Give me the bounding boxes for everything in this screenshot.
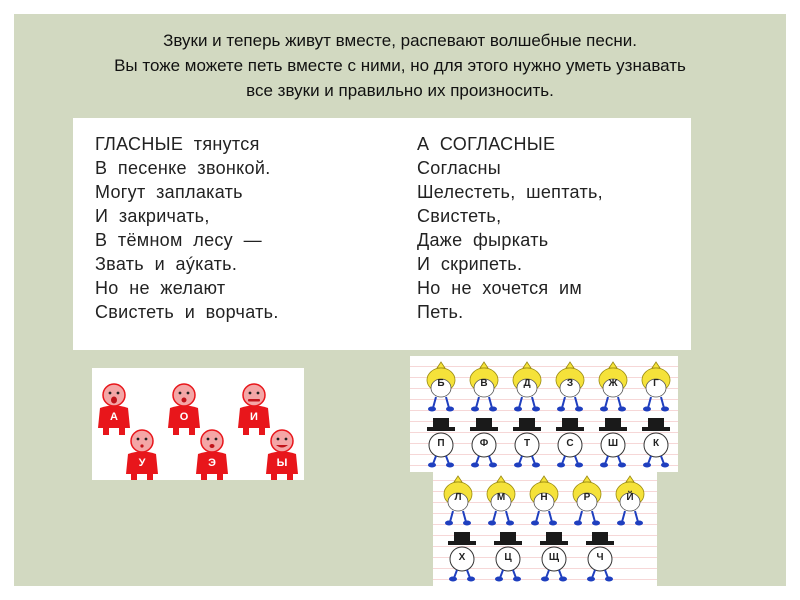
consonants-poem (417, 132, 603, 324)
letter-label: К (652, 438, 660, 449)
vowels-line: ГЛАСНЫЕ тянутся (95, 134, 260, 154)
slide (14, 14, 786, 586)
voiced-consonant-figure (637, 360, 675, 414)
sonorant-consonant-figure (568, 474, 606, 528)
letter-label: В (480, 378, 488, 389)
letter-label: А (110, 411, 118, 423)
letter-label: О (179, 411, 189, 423)
vowel-figure (262, 428, 302, 480)
vowels-line: И закричать, (95, 206, 210, 226)
voiceless-consonant-figure (508, 416, 546, 470)
voiceless-consonant-figure (535, 530, 573, 584)
voiceless-consonant-figure (594, 416, 632, 470)
letter-label: Ч (596, 552, 604, 563)
vowel-figure-drawing (262, 428, 302, 480)
voiced-consonant-figure (422, 360, 460, 414)
letter-label: Р (583, 492, 591, 503)
voiced-consonant-figure (594, 360, 632, 414)
vowels-line: Могут заплакать (95, 182, 243, 202)
letter-label: Ы (276, 457, 288, 469)
header-line-2: Вы тоже можете петь вместе с ними, но для этого нужно уметь узнавать (114, 56, 686, 75)
vowels-line: Но не желают (95, 278, 226, 298)
voiceless-consonant-figure (581, 530, 619, 584)
letter-label: М (496, 492, 506, 503)
vowels-line: Свистеть и ворчать. (95, 302, 279, 322)
letter-label: З (566, 378, 574, 389)
voiceless-consonant-figure (637, 416, 675, 470)
consonants-line: И скрипеть. (417, 254, 523, 274)
slide-header (14, 28, 786, 103)
voiceless-consonant-figure (443, 530, 481, 584)
letter-label: Х (458, 552, 466, 563)
vowels-line: В песенке звонкой. (95, 158, 271, 178)
voiceless-consonant-figure (489, 530, 527, 584)
consonants-line: Шелестеть, шептать, (417, 182, 603, 202)
voiced-consonant-figure (508, 360, 546, 414)
sonorant-consonant-figure (611, 474, 649, 528)
letter-label: У (138, 457, 146, 469)
consonants-line: Согласны (417, 158, 501, 178)
letter-label: И (250, 411, 258, 423)
letter-label: Т (523, 438, 531, 449)
vowel-figure (192, 428, 232, 480)
vowels-line: В тёмном лесу — (95, 230, 262, 250)
letter-label: Щ (548, 552, 560, 563)
vowel-figure-drawing (192, 428, 232, 480)
consonants-line: Но не хочется им (417, 278, 583, 298)
letter-label: Г (653, 378, 659, 389)
consonant-figures-panel-1 (410, 356, 678, 472)
letter-label: П (437, 438, 445, 449)
letter-label: Ф (479, 438, 489, 449)
voiced-consonant-figure (465, 360, 503, 414)
letter-label: Б (437, 378, 445, 389)
consonants-line: Даже фыркать (417, 230, 549, 250)
letter-label: Ц (504, 552, 512, 563)
vowels-poem (95, 132, 279, 324)
consonants-line: А СОГЛАСНЫЕ (417, 134, 556, 154)
voiceless-consonant-figure (465, 416, 503, 470)
voiced-consonant-figure (551, 360, 589, 414)
letter-label: Ж (608, 378, 618, 389)
letter-label: Л (454, 492, 462, 503)
letter-label: С (566, 438, 574, 449)
vowel-figure (122, 428, 162, 480)
letter-label: Ш (607, 438, 619, 449)
header-line-3: все звуки и правильно их произносить. (246, 81, 554, 100)
sonorant-consonant-figure (525, 474, 563, 528)
voiceless-consonant-figure (422, 416, 460, 470)
vowel-figure-drawing (122, 428, 162, 480)
letter-label: Й (626, 492, 634, 503)
vowels-line: Звать и аýкать. (95, 254, 238, 274)
consonants-line: Свистеть, (417, 206, 502, 226)
consonant-figures-panel-2 (433, 470, 657, 586)
vowel-figures-panel (92, 368, 304, 480)
sonorant-consonant-figure (439, 474, 477, 528)
consonants-line: Петь. (417, 302, 464, 322)
voiceless-consonant-figure (551, 416, 589, 470)
letter-label: Д (523, 378, 531, 389)
letter-label: Э (208, 457, 216, 469)
header-line-1: Звуки и теперь живут вместе, распевают волшебные песни. (163, 31, 637, 50)
poem-box (73, 118, 691, 350)
sonorant-consonant-figure (482, 474, 520, 528)
letter-label: Н (540, 492, 548, 503)
